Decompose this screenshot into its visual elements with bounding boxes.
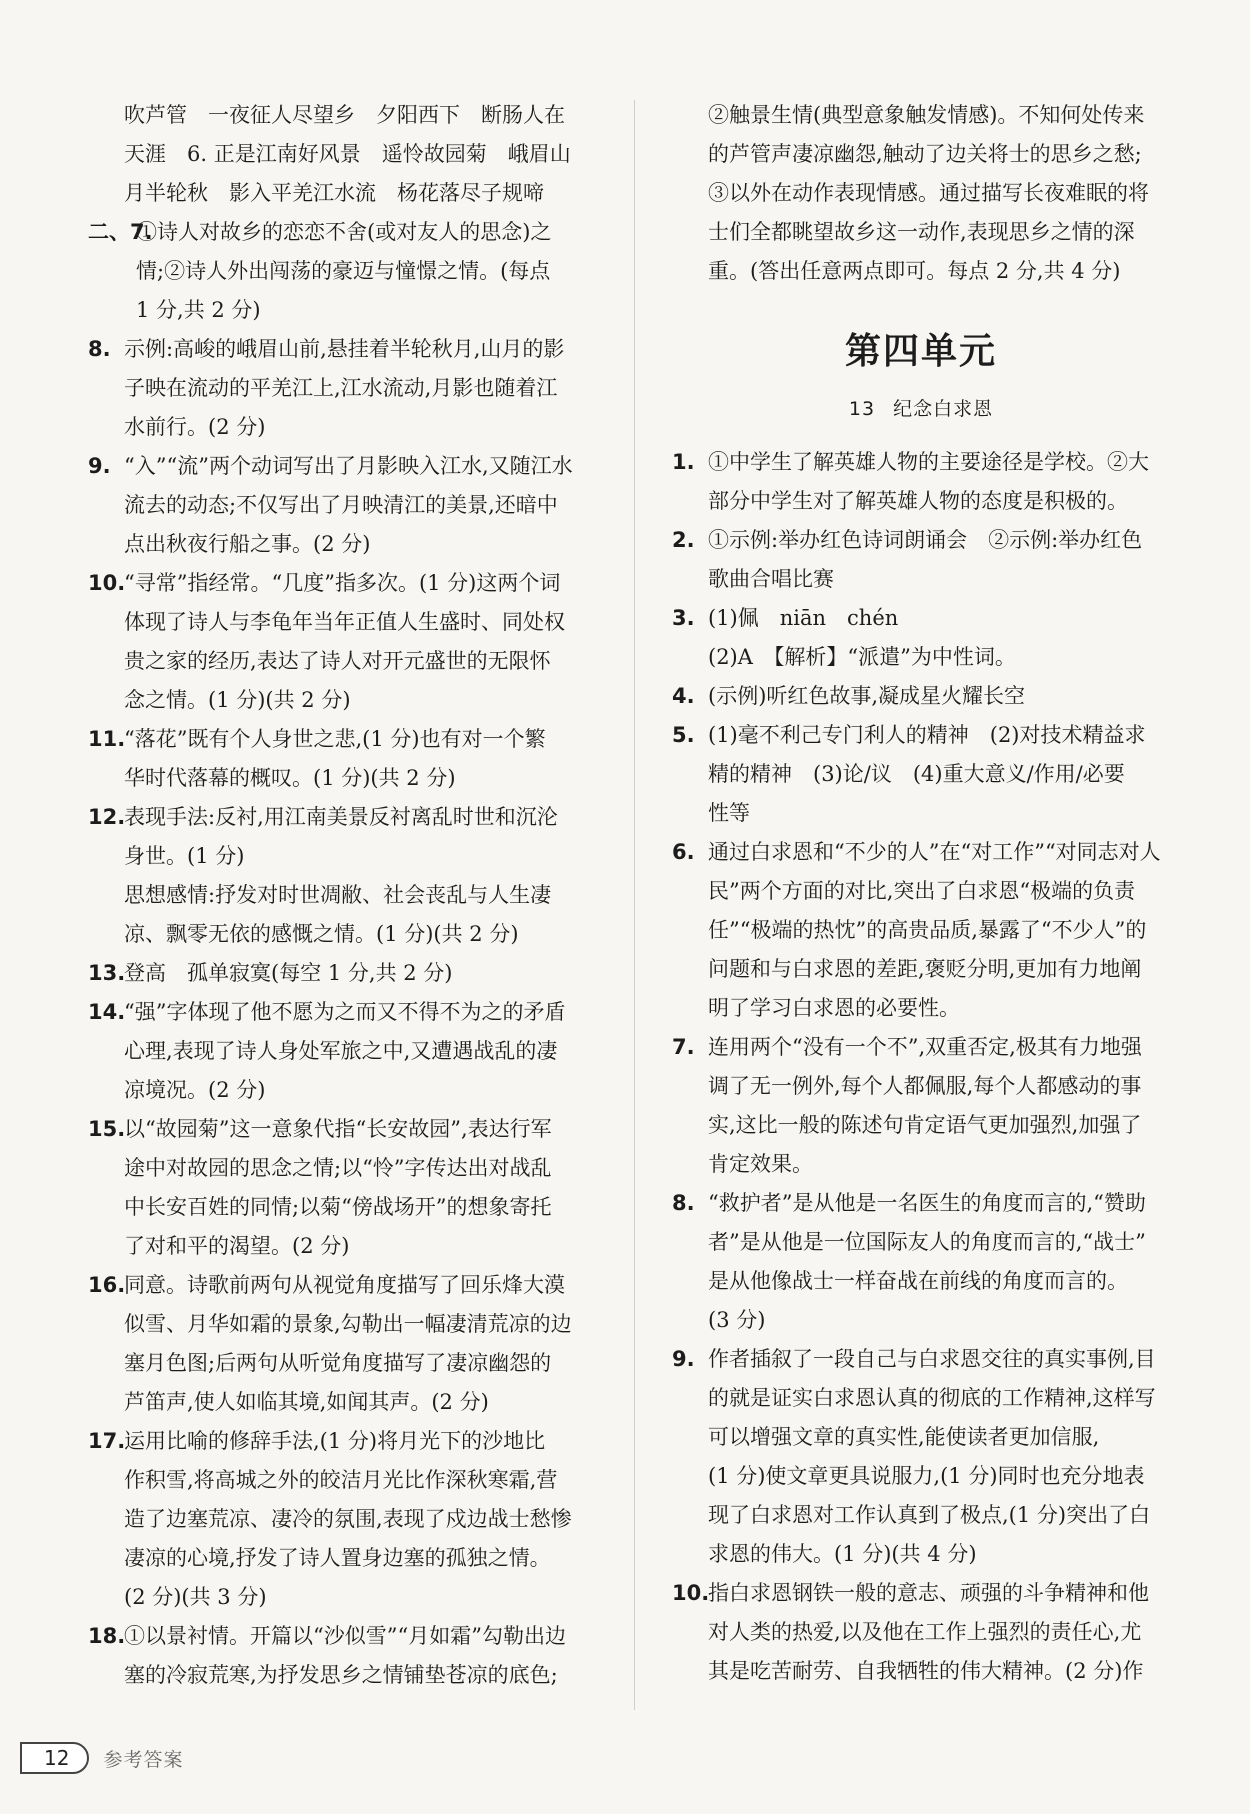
answer-text: 作积雪,将高城之外的皎洁月光比作深秋寒霜,营	[124, 1468, 558, 1492]
answer-line	[672, 1457, 1170, 1496]
question-number: 6.	[672, 840, 695, 864]
footer-label: 参考答案	[103, 1748, 184, 1771]
answer-line	[88, 642, 616, 681]
answer-text: 任”“极端的热忱”的高贵品质,暴露了“不少人”的	[708, 918, 1147, 942]
answer-line	[672, 755, 1170, 794]
answer-line	[88, 1032, 616, 1071]
continuation-line: 天涯 6. 正是江南好风景 遥怜故园菊 峨眉山	[124, 142, 571, 166]
answer-text: 凉、飘零无依的感慨之情。(1 分)(共 2 分)	[124, 922, 519, 946]
continuation-line: 的芦管声凄凉幽怨,触动了边关将士的思乡之愁;	[708, 142, 1142, 166]
answer-line	[672, 1106, 1170, 1145]
answer-text: “强”字体现了他不愿为之而又不得不为之的矛盾	[124, 1000, 566, 1024]
question-number: 1.	[672, 450, 695, 474]
answer-item	[672, 716, 1170, 833]
question-number: 18.	[88, 1624, 126, 1648]
answer-line	[672, 1028, 1170, 1067]
answer-text: 情;②诗人外出闯荡的豪迈与憧憬之情。(每点	[136, 259, 551, 283]
answer-item	[672, 1340, 1170, 1574]
answer-text: 似雪、月华如霜的景象,勾勒出一幅凄清荒凉的边	[124, 1312, 572, 1336]
answer-line	[88, 408, 616, 447]
answer-item	[88, 564, 616, 720]
answer-line	[88, 447, 616, 486]
question-number: 11.	[88, 727, 126, 751]
answer-item	[88, 213, 616, 330]
answer-line	[672, 443, 1170, 482]
answer-text: 塞的冷寂荒寒,为抒发思乡之情铺垫苍凉的底色;	[124, 1663, 558, 1687]
answer-text: 凉境况。(2 分)	[124, 1078, 266, 1102]
answer-text: 问题和与白求恩的差距,褒贬分明,更加有力地阐	[708, 957, 1142, 981]
answer-line	[88, 1617, 616, 1656]
question-number: 9.	[88, 454, 111, 478]
unit-title: 第四单元	[844, 331, 997, 372]
answer-line	[88, 369, 616, 408]
question-number: 16.	[88, 1273, 126, 1297]
answer-text: ①中学生了解英雄人物的主要途径是学校。②大	[708, 450, 1149, 474]
answer-line	[672, 1184, 1170, 1223]
right-answer-list	[672, 443, 1170, 1691]
left-column	[88, 96, 616, 1695]
answer-text: ①诗人对故乡的恋恋不舍(或对友人的思念)之	[136, 220, 552, 244]
answer-text: (2 分)(共 3 分)	[124, 1585, 267, 1609]
answer-item	[88, 954, 616, 993]
continuation-line: 月半轮秋 影入平羌江水流 杨花落尽子规啼	[124, 181, 544, 205]
answer-text: “入”“流”两个动词写出了月影映入江水,又随江水	[124, 454, 573, 478]
answer-text: 中长安百姓的同情;以菊“傍战场开”的想象寄托	[124, 1195, 552, 1219]
answer-line	[672, 1535, 1170, 1574]
continuation-line: 士们全都眺望故乡这一动作,表现思乡之情的深	[708, 220, 1135, 244]
answer-item	[672, 1574, 1170, 1691]
answer-item	[88, 330, 616, 447]
answer-text: 登高 孤单寂寞(每空 1 分,共 2 分)	[124, 961, 453, 985]
answer-line	[88, 291, 616, 330]
answer-line	[672, 560, 1170, 599]
right-continuation	[672, 96, 1170, 291]
question-number: 8.	[672, 1191, 695, 1215]
answer-line	[672, 1262, 1170, 1301]
answer-line	[672, 950, 1170, 989]
answer-line	[88, 1656, 616, 1695]
answer-line	[672, 1301, 1170, 1340]
answer-line	[88, 525, 616, 564]
answer-line	[672, 677, 1170, 716]
answer-item	[672, 638, 1170, 677]
answer-line	[88, 330, 616, 369]
answer-line	[672, 1496, 1170, 1535]
answer-line	[88, 213, 616, 252]
answer-line	[88, 1461, 616, 1500]
answer-line	[672, 716, 1170, 755]
answer-text: 是从他像战士一样奋战在前线的角度而言的。	[708, 1269, 1128, 1293]
answer-line	[672, 1652, 1170, 1691]
answer-line	[88, 681, 616, 720]
answer-line	[88, 603, 616, 642]
answer-text: ①示例:举办红色诗词朗诵会 ②示例:举办红色	[708, 528, 1143, 552]
answer-text: 运用比喻的修辞手法,(1 分)将月光下的沙地比	[124, 1429, 546, 1453]
question-number: 7.	[672, 1035, 695, 1059]
answer-text: 同意。诗歌前两句从视觉角度描写了回乐烽大漠	[124, 1273, 565, 1297]
question-number: 4.	[672, 684, 695, 708]
continuation-line: ②触景生情(典型意象触发情感)。不知何处传来	[708, 103, 1145, 127]
answer-text: 现了白求恩对工作认真到了极点,(1 分)突出了白	[708, 1503, 1151, 1527]
answer-item	[672, 833, 1170, 1028]
answer-line	[672, 1574, 1170, 1613]
answer-text: 对人类的热爱,以及他在工作上强烈的责任心,尤	[708, 1620, 1142, 1644]
answer-text: 身世。(1 分)	[124, 844, 245, 868]
answer-line	[88, 1227, 616, 1266]
answer-text: 心理,表现了诗人身处军旅之中,又遭遇战乱的凄	[124, 1039, 558, 1063]
answer-line	[672, 482, 1170, 521]
answer-line	[672, 794, 1170, 833]
question-number: 3.	[672, 606, 695, 630]
answer-text: 途中对故园的思念之情;以“怜”字传达出对战乱	[124, 1156, 552, 1180]
answer-item	[672, 599, 1170, 638]
answer-text: (1)佩 niān chén	[708, 606, 899, 630]
answer-text: 作者插叙了一段自己与白求恩交往的真实事例,目	[708, 1347, 1156, 1371]
answer-text: 精的精神 (3)论/议 (4)重大意义/作用/必要	[708, 762, 1125, 786]
answer-text: 表现手法:反衬,用江南美景反衬离乱时世和沉沦	[124, 805, 558, 829]
right-column	[672, 96, 1170, 1691]
answer-line	[672, 989, 1170, 1028]
answer-text: “落花”既有个人身世之悲,(1 分)也有对一个繁	[124, 727, 546, 751]
answer-text: 可以增强文章的真实性,能使读者更加信服,	[708, 1425, 1100, 1449]
answer-text: 以“故园菊”这一意象代指“长安故园”,表达行军	[124, 1117, 552, 1141]
answer-line	[672, 911, 1170, 950]
answer-text: “寻常”指经常。“几度”指多次。(1 分)这两个词	[124, 571, 561, 595]
answer-line	[88, 1383, 616, 1422]
answer-text: 了对和平的渴望。(2 分)	[124, 1234, 350, 1258]
page-footer	[20, 1740, 183, 1776]
answer-item	[672, 1184, 1170, 1340]
answer-text: 明了学习白求恩的必要性。	[708, 996, 960, 1020]
answer-item	[672, 521, 1170, 599]
answer-line	[88, 1071, 616, 1110]
question-number: 13.	[88, 961, 126, 985]
answer-text: (2)A 【解析】“派遣”为中性词。	[708, 645, 1016, 669]
answer-text: 歌曲合唱比赛	[708, 567, 834, 591]
answer-line	[672, 638, 1170, 677]
answer-text: 华时代落幕的概叹。(1 分)(共 2 分)	[124, 766, 456, 790]
answer-item	[88, 1110, 616, 1266]
answer-text: 塞月色图;后两句从听觉角度描写了凄凉幽怨的	[124, 1351, 552, 1375]
answer-line	[88, 1500, 616, 1539]
question-number: 10.	[88, 571, 126, 595]
answer-line	[672, 1067, 1170, 1106]
answer-line	[88, 1188, 616, 1227]
answer-text: (1)毫不利己专门利人的精神 (2)对技术精益求	[708, 723, 1146, 747]
answer-line	[88, 1344, 616, 1383]
answer-line	[88, 798, 616, 837]
answer-text: (3 分)	[708, 1308, 766, 1332]
lesson-title	[672, 394, 1170, 421]
answer-line	[88, 720, 616, 759]
answer-text: 芦笛声,使人如临其境,如闻其声。(2 分)	[124, 1390, 489, 1414]
answer-text: 造了边塞荒凉、凄冷的氛围,表现了戍边战士愁惨	[124, 1507, 572, 1531]
answer-line	[88, 954, 616, 993]
answer-text: 示例:高峻的峨眉山前,悬挂着半轮秋月,山月的影	[124, 337, 565, 361]
question-number: 8.	[88, 337, 111, 361]
answer-text: 连用两个“没有一个不”,双重否定,极其有力地强	[708, 1035, 1142, 1059]
answer-line	[672, 1418, 1170, 1457]
answer-text: “救护者”是从他是一名医生的角度而言的,“赞助	[708, 1191, 1146, 1215]
answer-item	[88, 798, 616, 954]
answer-line	[88, 1110, 616, 1149]
answer-line	[672, 1340, 1170, 1379]
question-number: 12.	[88, 805, 126, 829]
question-number: 5.	[672, 723, 695, 747]
answer-text: 肯定效果。	[708, 1152, 813, 1176]
column-divider	[634, 100, 635, 1710]
answer-text: 指白求恩钢铁一般的意志、顽强的斗争精神和他	[708, 1581, 1149, 1605]
answer-line	[672, 1223, 1170, 1262]
answer-line	[88, 915, 616, 954]
answer-line	[88, 1539, 616, 1578]
answer-line	[88, 1149, 616, 1188]
lesson-number: 13	[848, 398, 876, 420]
question-number: 15.	[88, 1117, 126, 1141]
answer-line	[88, 1305, 616, 1344]
answer-item	[88, 993, 616, 1110]
answer-item	[88, 447, 616, 564]
answer-text: 子映在流动的平羌江上,江水流动,月影也随着江	[124, 376, 558, 400]
lesson-name: 纪念白求恩	[893, 398, 994, 420]
answer-line	[672, 872, 1170, 911]
answer-line	[88, 1422, 616, 1461]
continuation-line: 吹芦管 一夜征人尽望乡 夕阳西下 断肠人在	[124, 103, 565, 127]
continuation-line: ③以外在动作表现情感。通过描写长夜难眠的将	[708, 181, 1149, 205]
question-number: 2.	[672, 528, 695, 552]
answer-text: 1 分,共 2 分)	[136, 298, 261, 322]
answer-text: 求恩的伟大。(1 分)(共 4 分)	[708, 1542, 977, 1566]
answer-line	[672, 1145, 1170, 1184]
question-number: 14.	[88, 1000, 126, 1024]
answer-item	[88, 1422, 616, 1617]
answer-item	[88, 720, 616, 798]
answer-text: 其是吃苦耐劳、自我牺牲的伟大精神。(2 分)作	[708, 1659, 1144, 1683]
answer-line	[88, 837, 616, 876]
answer-item	[672, 1028, 1170, 1184]
answer-text: 流去的动态;不仅写出了月映清江的美景,还暗中	[124, 493, 558, 517]
question-number: 17.	[88, 1429, 126, 1453]
answer-line	[88, 486, 616, 525]
answer-text: (示例)听红色故事,凝成星火耀长空	[708, 684, 1026, 708]
answer-text: ①以景衬情。开篇以“沙似雪”“月如霜”勾勒出边	[124, 1624, 566, 1648]
answer-text: 点出秋夜行船之事。(2 分)	[124, 532, 371, 556]
answer-text: 实,这比一般的陈述句肯定语气更加强烈,加强了	[708, 1113, 1142, 1137]
answer-text: 性等	[708, 801, 750, 825]
answer-text: 部分中学生对了解英雄人物的态度是积极的。	[708, 489, 1128, 513]
answer-text: 民”两个方面的对比,突出了白求恩“极端的负责	[708, 879, 1136, 903]
answer-text: 体现了诗人与李龟年当年正值人生盛时、同处权	[124, 610, 565, 634]
answer-line	[88, 1266, 616, 1305]
answer-line	[88, 252, 616, 291]
answer-line	[672, 833, 1170, 872]
continuation-line: 重。(答出任意两点即可。每点 2 分,共 4 分)	[708, 259, 1121, 283]
answer-line	[672, 599, 1170, 638]
answer-line	[672, 1379, 1170, 1418]
answer-line	[88, 876, 616, 915]
answer-line	[88, 564, 616, 603]
answer-line	[672, 521, 1170, 560]
answer-text: 思想感情:抒发对时世凋敝、社会丧乱与人生凄	[124, 883, 552, 907]
answer-item	[672, 443, 1170, 521]
question-number: 10.	[672, 1581, 710, 1605]
answer-text: 贵之家的经历,表达了诗人对开元盛世的无限怀	[124, 649, 551, 673]
answer-item	[672, 677, 1170, 716]
answer-line	[88, 993, 616, 1032]
answer-text: 的就是证实白求恩认真的彻底的工作精神,这样写	[708, 1386, 1156, 1410]
question-number: 9.	[672, 1347, 695, 1371]
answer-text: 水前行。(2 分)	[124, 415, 266, 439]
answer-item	[88, 1266, 616, 1422]
question-number: 二、7.	[88, 220, 153, 244]
answer-item	[88, 1617, 616, 1695]
answer-line	[88, 1578, 616, 1617]
answer-line	[88, 759, 616, 798]
answer-text: 凄凉的心境,抒发了诗人置身边塞的孤独之情。	[124, 1546, 551, 1570]
page-number: 12	[20, 1742, 89, 1774]
answer-text: 念之情。(1 分)(共 2 分)	[124, 688, 351, 712]
answer-text: 调了无一例外,每个人都佩服,每个人都感动的事	[708, 1074, 1142, 1098]
answer-line	[672, 1613, 1170, 1652]
answer-text: 者”是从他是一位国际友人的角度而言的,“战士”	[708, 1230, 1146, 1254]
answer-text: 通过白求恩和“不少的人”在“对工作”“对同志对人	[708, 840, 1161, 864]
answer-text: (1 分)使文章更具说服力,(1 分)同时也充分地表	[708, 1464, 1145, 1488]
